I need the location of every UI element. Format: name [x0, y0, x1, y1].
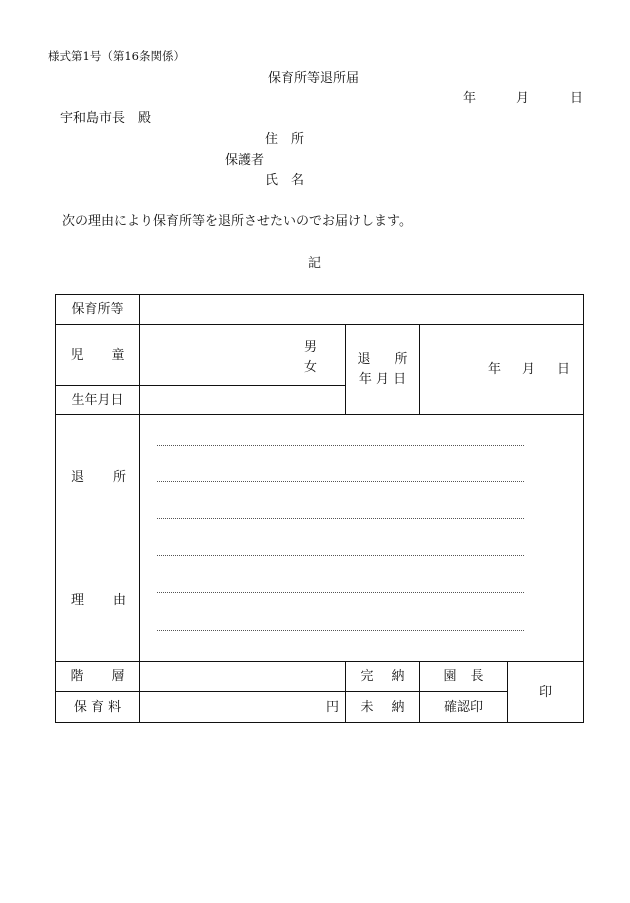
paid-cell[interactable]	[346, 662, 420, 692]
director-1: 園	[443, 669, 457, 684]
form-number: 様式第1号（第16条関係）	[48, 49, 185, 63]
facility-label: 保育所等	[71, 302, 124, 317]
confirm-seal-cell	[420, 692, 508, 723]
birth-label: 生年月日	[71, 392, 124, 408]
tier-label-2: 層	[111, 669, 125, 684]
reason-input-cell[interactable]	[140, 415, 584, 662]
director-cell	[420, 662, 508, 692]
withdraw-month: 月	[522, 362, 536, 377]
tier-input-cell[interactable]	[140, 662, 346, 692]
child-label-1: 児	[70, 347, 84, 363]
withdraw-date-cell[interactable]	[420, 325, 584, 415]
child-name-cell[interactable]	[140, 325, 346, 386]
fee-input-cell[interactable]	[140, 692, 346, 723]
guardian-address-label: 住 所	[265, 132, 305, 147]
confirm-seal-label: 確認印	[443, 699, 483, 715]
withdraw-date-label-2: 年 月 日	[358, 371, 407, 387]
withdraw-year: 年	[488, 362, 502, 377]
date-month-label: 月	[516, 91, 530, 106]
facility-input-cell[interactable]	[140, 295, 584, 325]
seal-cell[interactable]	[508, 662, 584, 723]
ki-label: 記	[308, 256, 322, 271]
addressee: 宇和島市長 殿	[60, 111, 152, 126]
date-year-label: 年	[463, 91, 477, 106]
sex-male[interactable]: 男	[303, 340, 317, 355]
withdraw-date-label-cell	[346, 325, 420, 415]
intro-text: 次の理由により保育所等を退所させたいのでお届けします。	[62, 214, 412, 229]
reason-line-3	[157, 518, 524, 519]
unpaid-2: 納	[391, 699, 405, 715]
sex-female[interactable]: 女	[303, 360, 317, 375]
paid-2: 納	[391, 669, 405, 684]
page-title: 保育所等退所届	[268, 71, 360, 86]
seal-label: 印	[539, 684, 553, 700]
child-label-2: 童	[111, 347, 125, 363]
birth-label-cell	[56, 386, 140, 415]
fee-label-cell	[56, 692, 140, 723]
birth-input-cell[interactable]	[140, 386, 346, 415]
fee-label: 保 育 料	[73, 699, 122, 715]
reason-line-2	[157, 481, 524, 482]
unpaid-cell[interactable]	[346, 692, 420, 723]
withdraw-day: 日	[557, 362, 571, 377]
facility-label-cell	[56, 295, 140, 325]
withdraw-date-label-1a: 退	[357, 351, 371, 367]
guardian-name-label: 氏 名	[265, 173, 305, 188]
reason-line-4	[157, 555, 524, 556]
guardian-label: 保護者	[225, 153, 265, 168]
reason-line-5	[157, 592, 524, 593]
tier-label-1: 階	[70, 669, 84, 684]
reason-line-6	[157, 630, 524, 631]
withdraw-date-label-1b: 所	[394, 351, 408, 367]
withdrawal-form-table	[55, 294, 584, 723]
paid-1: 完	[360, 669, 374, 684]
reason-label-1a: 退	[71, 470, 85, 485]
reason-line-1	[157, 445, 524, 446]
tier-label-cell	[56, 662, 140, 692]
reason-label-2a: 理	[71, 593, 85, 608]
unpaid-1: 未	[360, 699, 374, 715]
director-2: 長	[470, 669, 484, 684]
date-day-label: 日	[570, 91, 584, 106]
child-label-cell	[56, 325, 140, 386]
sex-options[interactable]	[304, 338, 317, 378]
reason-label-cell	[56, 415, 140, 662]
reason-label-1b: 所	[113, 470, 127, 485]
reason-label-2b: 由	[113, 593, 127, 608]
yen-label: 円	[325, 700, 339, 715]
